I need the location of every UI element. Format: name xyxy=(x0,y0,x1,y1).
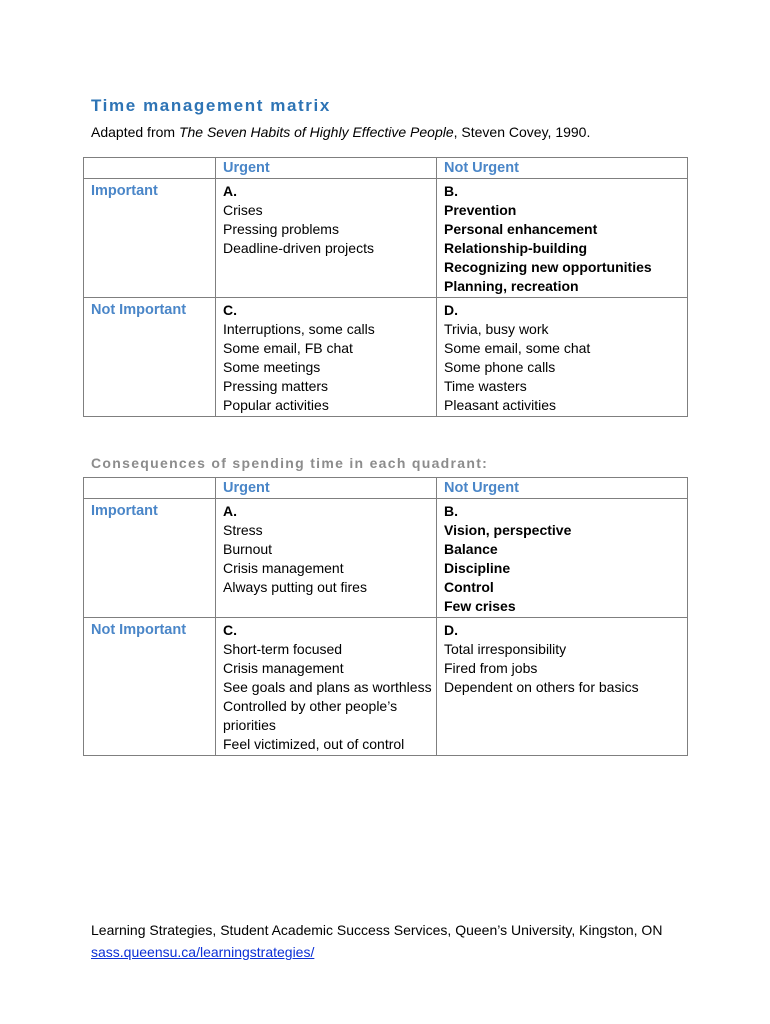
quadrant-d xyxy=(437,298,688,417)
quadrant-item: Controlled by other people’s priorities xyxy=(223,698,398,733)
quadrant-item: Short-term focused xyxy=(223,641,343,657)
quadrant-item: Dependent on others for basics xyxy=(444,679,639,695)
row-header-important: Important xyxy=(84,499,216,618)
quadrant-item: Burnout xyxy=(223,541,273,557)
page-title: Time management matrix xyxy=(91,96,331,115)
quadrant-item: Some meetings xyxy=(223,359,321,375)
quadrant-item: Feel victimized, out of control xyxy=(223,736,405,752)
row-header-important: Important xyxy=(84,179,216,298)
quadrant-item: Total irresponsibility xyxy=(444,641,567,657)
quadrant-item: Recognizing new opportunities xyxy=(444,259,652,275)
column-header-urgent: Urgent xyxy=(216,478,437,499)
quadrant-b xyxy=(437,499,688,618)
matrix-header-row xyxy=(84,158,688,179)
footer-attribution: Learning Strategies, Student Academic Success Services, Queen’s University, Kingston, ON xyxy=(91,922,663,938)
quadrant-b xyxy=(437,179,688,298)
matrix-row-important xyxy=(84,179,688,298)
quadrant-item: Fired from jobs xyxy=(444,660,538,676)
quadrant-d xyxy=(437,618,688,756)
matrix-corner-cell xyxy=(84,158,216,179)
quadrant-item: Popular activities xyxy=(223,397,329,413)
quadrant-letter: D. xyxy=(444,302,458,318)
time-management-matrix xyxy=(83,157,688,417)
quadrant-letter: A. xyxy=(223,183,237,199)
quadrant-item: Prevention xyxy=(444,202,517,218)
matrix-row-not-important xyxy=(84,298,688,417)
quadrant-letter: B. xyxy=(444,183,458,199)
column-header-not-urgent: Not Urgent xyxy=(437,478,688,499)
quadrant-item: Always putting out fires xyxy=(223,579,367,595)
row-header-not-important: Not Important xyxy=(84,298,216,417)
page-subtitle xyxy=(91,124,590,140)
quadrant-item: Some email, some chat xyxy=(444,340,591,356)
matrix-row-not-important xyxy=(84,618,688,756)
quadrant-item: See goals and plans as worthless xyxy=(223,679,432,695)
quadrant-item: Planning, recreation xyxy=(444,278,579,294)
quadrant-a xyxy=(216,179,437,298)
quadrant-item: Relationship-building xyxy=(444,240,588,256)
quadrant-letter: D. xyxy=(444,622,458,638)
subtitle-prefix: Adapted from xyxy=(91,124,179,140)
quadrant-letter: B. xyxy=(444,503,458,519)
quadrant-item: Few crises xyxy=(444,598,516,614)
quadrant-c xyxy=(216,298,437,417)
quadrant-item: Some email, FB chat xyxy=(223,340,353,356)
quadrant-item: Stress xyxy=(223,522,263,538)
quadrant-item: Time wasters xyxy=(444,378,527,394)
quadrant-item: Personal enhancement xyxy=(444,221,598,237)
quadrant-item: Trivia, busy work xyxy=(444,321,549,337)
quadrant-letter: A. xyxy=(223,503,237,519)
quadrant-item: Crises xyxy=(223,202,263,218)
quadrant-item: Some phone calls xyxy=(444,359,556,375)
quadrant-item: Pressing problems xyxy=(223,221,339,237)
quadrant-item: Deadline-driven projects xyxy=(223,240,374,256)
matrix-corner-cell xyxy=(84,478,216,499)
quadrant-c xyxy=(216,618,437,756)
matrix-row-important xyxy=(84,499,688,618)
quadrant-item: Discipline xyxy=(444,560,511,576)
subtitle-book-title: The Seven Habits of Highly Effective People xyxy=(178,124,454,140)
subtitle-suffix: , Steven Covey, 1990. xyxy=(453,124,591,140)
quadrant-item: Crisis management xyxy=(223,660,344,676)
column-header-urgent: Urgent xyxy=(216,158,437,179)
column-header-not-urgent: Not Urgent xyxy=(437,158,688,179)
matrix-header-row xyxy=(84,478,688,499)
footer-link[interactable]: sass.queensu.ca/learningstrategies/ xyxy=(91,944,315,960)
quadrant-letter: C. xyxy=(223,302,237,318)
row-header-not-important: Not Important xyxy=(84,618,216,756)
consequences-matrix xyxy=(83,477,688,756)
quadrant-item: Vision, perspective xyxy=(444,522,572,538)
quadrant-item: Control xyxy=(444,579,494,595)
quadrant-letter: C. xyxy=(223,622,237,638)
quadrant-item: Interruptions, some calls xyxy=(223,321,375,337)
quadrant-a xyxy=(216,499,437,618)
quadrant-item: Balance xyxy=(444,541,498,557)
quadrant-item: Crisis management xyxy=(223,560,344,576)
quadrant-item: Pressing matters xyxy=(223,378,329,394)
consequences-heading: Consequences of spending time in each quadrant: xyxy=(91,455,489,471)
quadrant-item: Pleasant activities xyxy=(444,397,557,413)
